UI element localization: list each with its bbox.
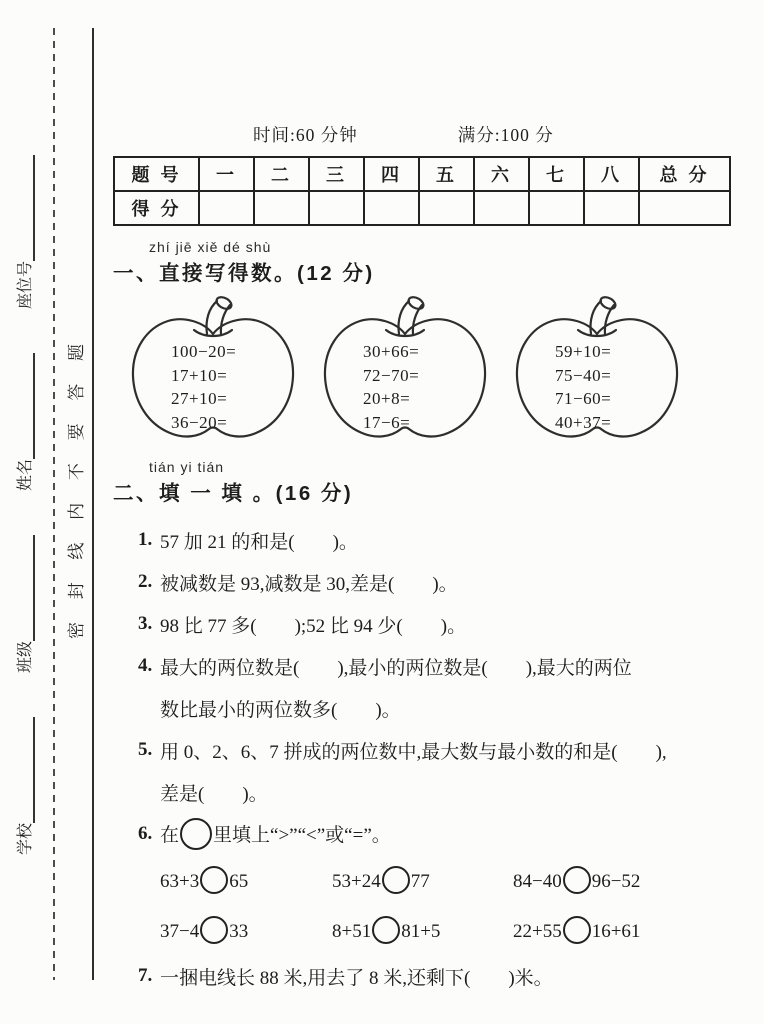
field-seat [12, 155, 35, 309]
question-text: 被减数是 93,减数是 30,差是( )。 [160, 573, 458, 595]
section2-pinyin: tián yi tián [149, 459, 225, 475]
class-blank-line [17, 535, 35, 641]
question-4-line2 [138, 687, 729, 729]
question-text: 98 比 77 多( );52 比 94 少( )。 [160, 615, 467, 637]
answer-circle [563, 866, 591, 894]
section1-pinyin: zhí jiē xiě dé shù [149, 239, 272, 255]
equation: 30+66= [363, 342, 420, 361]
comparison-item [513, 866, 729, 894]
school-blank-line [17, 717, 35, 823]
col-5: 五 [419, 157, 474, 191]
field-label-school: 学校 [17, 822, 34, 855]
fill-in-questions [113, 519, 729, 997]
col-7: 七 [529, 157, 584, 191]
left-expression: 84−40 [513, 871, 562, 892]
field-label-seat: 座位号 [17, 261, 34, 310]
score-cell [474, 191, 529, 225]
equation: 20+8= [363, 389, 411, 408]
question-number: 3. [138, 613, 153, 634]
seal-solid-line [92, 28, 94, 980]
question-6 [138, 813, 729, 855]
answer-circle [372, 916, 400, 944]
score-cell [309, 191, 364, 225]
comparison-item [160, 866, 332, 894]
question-4-line1 [138, 645, 729, 687]
question-text: 最大的两位数是( ),最小的两位数是( ),最大的两位 [160, 657, 632, 679]
equation: 100−20= [171, 342, 237, 361]
field-label-class: 班级 [17, 641, 34, 674]
field-label-name: 姓名 [17, 459, 34, 492]
score-cell [529, 191, 584, 225]
col-2: 二 [254, 157, 309, 191]
main-content [113, 0, 729, 997]
answer-circle [200, 916, 228, 944]
col-3: 三 [309, 157, 364, 191]
question-1 [138, 519, 729, 561]
question-text: 差是( )。 [160, 783, 268, 805]
equation: 36−20= [171, 412, 228, 432]
right-expression: 65 [229, 871, 249, 892]
comparison-item [160, 916, 332, 944]
seal-instruction: 密 封 线 内 不 要 答 题 [67, 334, 86, 640]
col-8: 八 [584, 157, 639, 191]
question-5-line1 [138, 729, 729, 771]
score-table-score-row [114, 191, 730, 225]
seat-blank-line [17, 155, 35, 261]
answer-circle [382, 866, 410, 894]
equation: 27+10= [171, 389, 228, 408]
name-blank-line [17, 353, 35, 459]
question-text [160, 818, 391, 850]
equation: 59+10= [555, 342, 612, 361]
comparison-item [513, 916, 729, 944]
equation: 17+10= [171, 365, 228, 385]
score-cell [254, 191, 309, 225]
question-number: 2. [138, 571, 153, 592]
question-7 [138, 955, 729, 997]
col-total: 总 分 [639, 157, 730, 191]
comparison-item [332, 916, 513, 944]
apple-1-equations [118, 340, 308, 434]
score-table-row2-label: 得 分 [114, 191, 199, 225]
answer-circle [200, 866, 228, 894]
question-text: 用 0、2、6、7 拼成的两位数中,最大数与最小数的和是( ), [160, 741, 667, 763]
answer-circle [563, 916, 591, 944]
question-number: 5. [138, 739, 153, 760]
section2-title: 二、填 一 填 。(16 分) [113, 482, 354, 505]
comparison-row-1 [138, 855, 729, 905]
score-cell-total [639, 191, 730, 225]
answer-circle [180, 818, 212, 850]
left-expression: 53+24 [332, 871, 381, 892]
question-2 [138, 561, 729, 603]
equation: 17−6= [363, 412, 411, 432]
left-expression: 22+55 [513, 921, 562, 942]
question-text: 57 加 21 的和是( )。 [160, 531, 358, 553]
apple-figure-1 [118, 296, 308, 446]
question-3 [138, 603, 729, 645]
full-score: 满分:100 分 [457, 125, 554, 145]
question-number: 4. [138, 655, 153, 676]
score-cell [364, 191, 419, 225]
apple-3-equations [502, 340, 692, 434]
apple-figure-2 [310, 296, 500, 446]
apple-figure-3 [502, 296, 692, 446]
question-number: 6. [138, 823, 153, 844]
equation: 75−40= [555, 365, 612, 385]
apple-2-equations [310, 340, 500, 434]
col-4: 四 [364, 157, 419, 191]
question-number: 7. [138, 965, 153, 986]
field-name [12, 353, 35, 491]
score-cell [584, 191, 639, 225]
score-table-row1-label: 题 号 [114, 157, 199, 191]
question-5-line2 [138, 771, 729, 813]
col-1: 一 [199, 157, 254, 191]
score-table [113, 156, 731, 226]
equation: 40+37= [555, 412, 612, 432]
time-limit: 时间:60 分钟 [253, 125, 358, 145]
question-6-suffix: 里填上“>”“<”或“=”。 [213, 825, 391, 846]
right-expression: 81+5 [401, 921, 441, 942]
question-6-prefix: 在 [160, 825, 180, 846]
field-school [12, 717, 35, 855]
score-table-header-row [114, 157, 730, 191]
score-cell [199, 191, 254, 225]
section1-title: 一、直接写得数。(12 分) [113, 262, 375, 285]
equation: 72−70= [363, 365, 420, 385]
field-class [12, 535, 35, 673]
exam-meta [113, 122, 729, 147]
right-expression: 77 [410, 871, 430, 892]
left-expression: 8+51 [332, 921, 372, 942]
left-expression: 63+3 [160, 871, 200, 892]
left-expression: 37−4 [160, 921, 200, 942]
score-cell [419, 191, 474, 225]
question-text: 数比最小的两位数多( )。 [160, 699, 401, 721]
right-expression: 33 [229, 921, 249, 942]
equation: 71−60= [555, 389, 612, 408]
right-expression: 16+61 [591, 921, 641, 942]
question-text: 一捆电线长 88 米,用去了 8 米,还剩下( )米。 [160, 967, 553, 989]
question-number: 1. [138, 529, 153, 550]
comparison-item [332, 866, 513, 894]
student-info-fields [9, 155, 35, 855]
apple-exercises [113, 296, 729, 446]
col-6: 六 [474, 157, 529, 191]
seal-dashed-line [53, 28, 55, 980]
right-expression: 96−52 [591, 871, 641, 892]
comparison-row-2 [138, 905, 729, 955]
